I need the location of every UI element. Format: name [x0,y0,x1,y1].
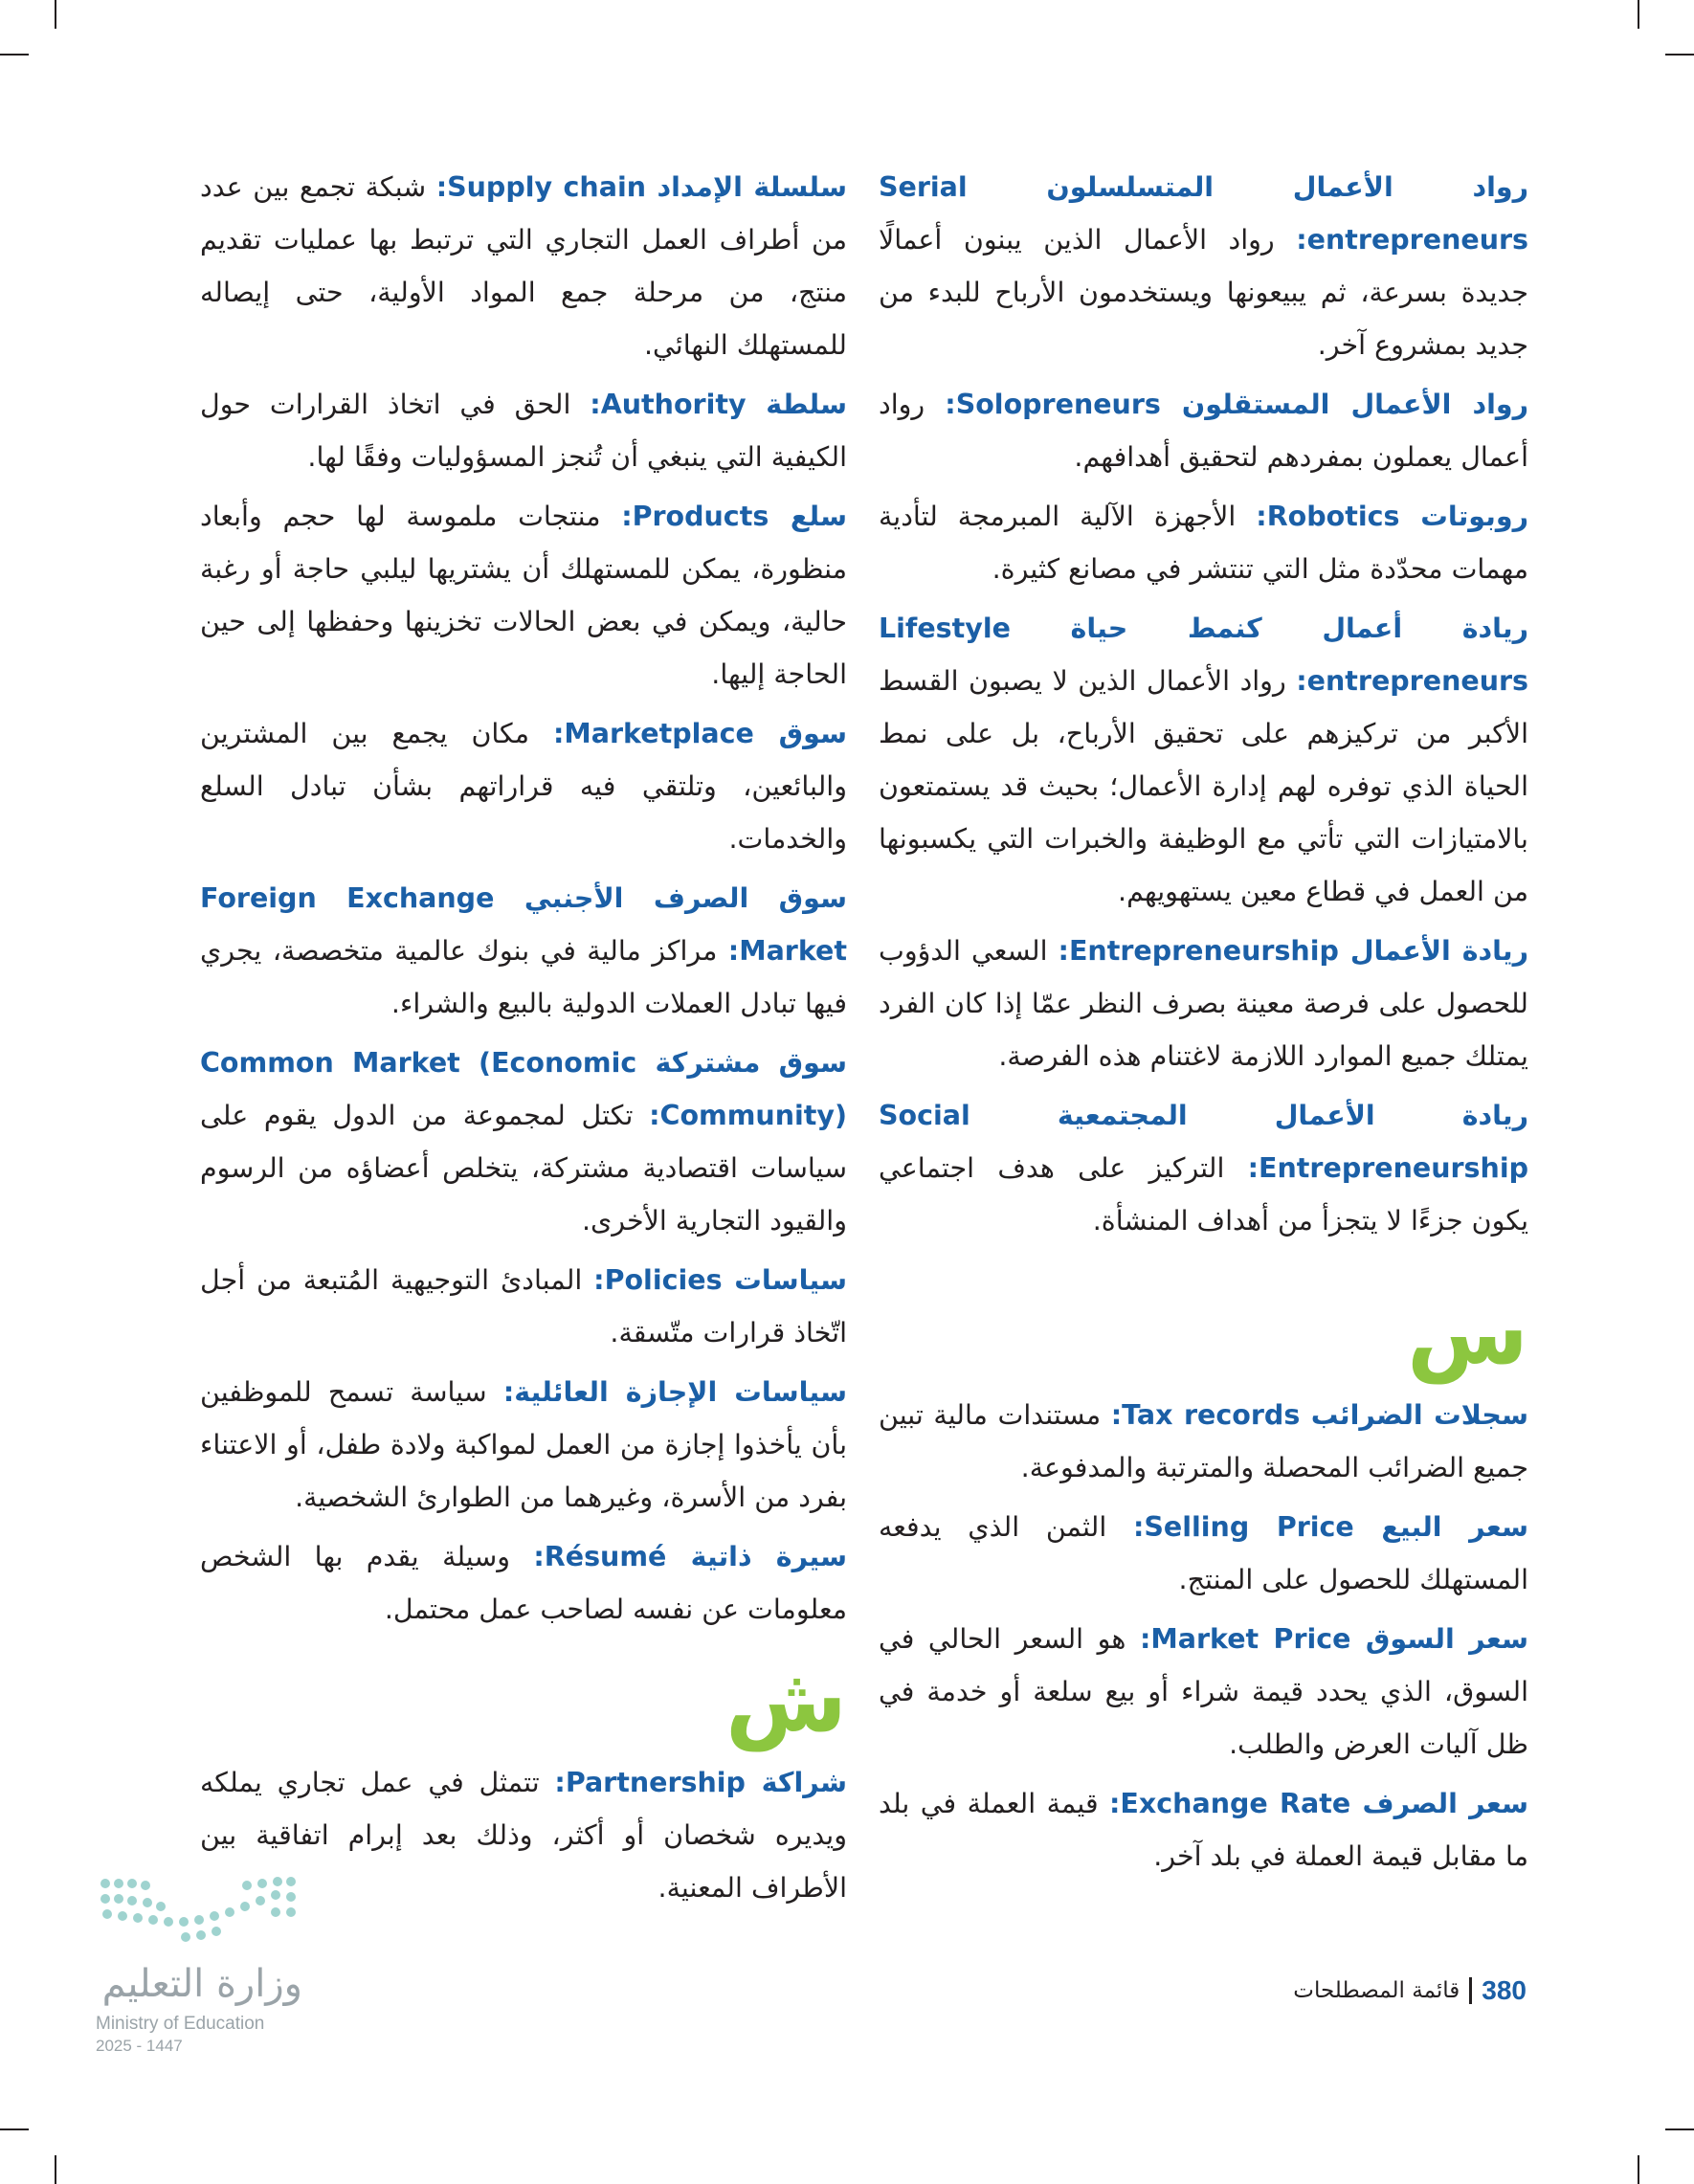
glossary-entry [879,1613,1528,1771]
entry-term: رواد الأعمال المستقلون Solopreneurs: [945,389,1528,420]
entry-term: سوق الصرف الأجنبي Foreign Exchange Market: [200,882,847,967]
entry-term: رواد الأعمال المتسلسلون Serial entrepreneurs: [879,171,1528,256]
glossary-entry [879,1389,1528,1494]
entry-term: سوق Marketplace: [553,718,847,749]
entry-term: سعر البيع Selling Price: [1132,1511,1528,1543]
logo-arabic-name: وزارة التعليم [101,1962,302,2006]
entry-definition: تتمثل في عمل تجاري يملكه ويديره شخصان أو أكثر، وذلك بعد إبرام اتفاقية بين الأطراف المعنية. [200,1767,847,1904]
logo-dots-icon [94,1874,304,1950]
entry-definition: السعي الدؤوب للحصول على فرصة معينة بصرف النظر عمّا إذا كان الفرد يمتلك جميع الموارد اللازمة لاغتنام هذه الفرصة. [879,935,1528,1072]
section-title: قائمة المصطلحات [1293,1978,1460,2003]
entry-definition: الحق في اتخاذ القرارات حول الكيفية التي ينبغي أن تُنجز المسؤوليات وفقًا لها. [200,389,847,473]
section-letter: س [1407,1281,1528,1384]
glossary-entry [200,1254,847,1359]
crop-mark [55,2155,56,2184]
glossary-entry [879,1777,1528,1883]
entry-term: سياسات الإجازة العائلية: [502,1376,847,1408]
entry-term: سياسات Policies: [593,1264,847,1296]
glossary-entry [879,925,1528,1082]
entry-definition: رواد الأعمال الذين يبنون أعمالًا جديدة بسرعة، ثم يبيعونها ويستخدمون الأرباح للبدء من جديد بمشروع آخر. [879,224,1528,361]
entry-definition: وسيلة يقدم بها الشخص معلومات عن نفسه لصاحب عمل محتمل. [200,1541,847,1625]
entry-term: ريادة الأعمال Entrepreneurship: [1058,935,1528,967]
entry-term: ريادة أعمال كنمط حياة Lifestyle entrepreneurs: [879,613,1528,697]
entry-definition: الأجهزة الآلية المبرمجة لتأدية مهمات محدّدة مثل التي تنتشر في مصانع كثيرة. [879,501,1528,585]
entry-definition: التركيز على هدف اجتماعي يكون جزءًا لا يتجزأ من أهداف المنشأة. [879,1152,1528,1237]
page-footer [1293,1975,1527,2006]
section-letter: ش [725,1649,847,1751]
entry-definition: رواد أعمال يعملون بمفردهم لتحقيق أهدافهم. [879,389,1528,473]
glossary-entry [200,1036,847,1247]
entry-term: سلطة Authority: [590,389,847,420]
entry-definition: تكتل لمجموعة من الدول يقوم على سياسات اقتصادية مشتركة، يتخلص أعضاؤه من الرسوم والقيود التجارية الأخرى. [200,1100,847,1237]
glossary-entry [879,1089,1528,1247]
glossary-column-right [879,161,1528,1889]
crop-mark [1665,2128,1694,2130]
ministry-logo [94,1874,314,2065]
entry-definition: المبادئ التوجيهية المُتبعة من أجل اتّخاذ قرارات متّسقة. [200,1264,847,1348]
glossary-entry [879,1501,1528,1606]
entry-definition: الثمن الذي يدفعه المستهلك للحصول على المنتج. [879,1511,1528,1595]
crop-mark [1638,0,1639,29]
entry-term: سيرة ذاتية Résumé: [533,1541,847,1572]
entry-definition: مكان يجمع بين المشترين والبائعين، وتلتقي فيه قراراتهم بشأن تبادل السلع والخدمات. [200,718,847,855]
glossary-column-left [200,161,847,1921]
glossary-entry [200,161,847,371]
logo-english-name: Ministry of Education [96,2014,265,2034]
crop-mark [0,54,29,56]
crop-mark [1638,2155,1639,2184]
glossary-entry [200,707,847,865]
logo-year: 2025 - 1447 [96,2037,183,2055]
entry-term: سجلات الضرائب Tax records: [1110,1399,1528,1431]
entry-term: روبوتات Robotics: [1256,501,1529,532]
entry-term: سوق مشتركة Common Market (Economic Community): [200,1047,847,1131]
glossary-entry [200,490,847,701]
glossary-entry [200,1366,847,1524]
glossary-entry [879,490,1528,595]
entry-definition: سياسة تسمح للموظفين بأن يأخذوا إجازة من العمل لمواكبة ولادة طفل، أو الاعتناء بفرد من الأسرة، وغيرهما من الطوارئ الشخصية. [200,1376,847,1513]
glossary-entry [879,602,1528,918]
entry-term: سلسلة الإمداد Supply chain: [435,171,847,203]
entry-definition: قيمة العملة في بلد ما مقابل قيمة العملة في بلد آخر. [879,1788,1528,1872]
page-number: 380 [1482,1975,1527,2005]
entry-definition: مراكز مالية في بنوك عالمية متخصصة، يجري فيها تبادل العملات الدولية بالبيع والشراء. [200,935,847,1019]
entry-definition: منتجات ملموسة لها حجم وأبعاد منظورة، يمكن للمستهلك أن يشتريها ليلبي حاجة أو رغبة حالية، ويمكن في بعض الحالات تخزينها وحفظها إلى حين الحاجة إليها. [200,501,847,690]
glossary-entry [879,161,1528,371]
entry-term: شراكة Partnership: [554,1767,847,1798]
entry-term: ريادة الأعمال المجتمعية Social Entrepreneurship: [879,1100,1528,1184]
entry-term: سعر الصرف Exchange Rate: [1109,1788,1529,1819]
crop-mark [55,0,56,29]
glossary-entry [200,872,847,1030]
glossary-entry [879,378,1528,483]
crop-mark [0,2128,29,2130]
entry-definition: شبكة تجمع بين عدد من أطراف العمل التجاري التي ترتبط بها عمليات تقديم منتج، من مرحلة جمع المواد الأولية، حتى إيصاله للمستهلك النهائي. [200,171,847,361]
entry-definition: مستندات مالية تبين جميع الضرائب المحصلة والمترتبة والمدفوعة. [879,1399,1528,1483]
entry-term: سعر السوق Market Price: [1139,1623,1528,1655]
entry-term: سلع Products: [621,501,847,532]
footer-separator [1469,1977,1472,2004]
glossary-entry [200,1530,847,1636]
entry-definition: هو السعر الحالي في السوق، الذي يحدد قيمة شراء أو بيع سلعة أو خدمة في ظل آليات العرض والطلب. [879,1623,1528,1760]
entry-definition: رواد الأعمال الذين لا يصبون القسط الأكبر من تركيزهم على تحقيق الأرباح، بل على نمط الحياة الذي توفره لهم إدارة الأعمال؛ بحيث قد يستمتعون بالامتيازات التي تأتي مع الوظيفة والخبرات التي يكسبونها من العمل في قطاع معين يستهويهم. [879,665,1528,907]
crop-mark [1665,54,1694,56]
glossary-entry [200,378,847,483]
